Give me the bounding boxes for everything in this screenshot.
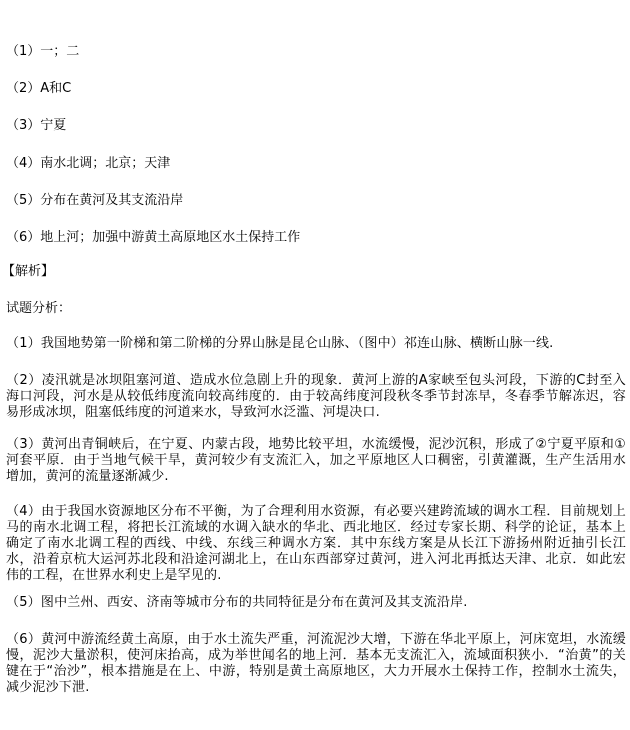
analysis-paragraph-2: （2）凌汛就是冰坝阻塞河道、造成水位急剧上升的现象．黄河上游的A家峡至包头河段，下游的C封至入海口河段，河水是从较低纬度流向较高纬度的．由于较高纬度河段秋冬季节封冻早，冬春季节解冻迟，容易形成冰坝，阻塞低纬度的河道来水，导致河水泛滥、河堤决口. [6, 373, 626, 420]
answer-line-5: （5）分布在黄河及其支流沿岸 [6, 193, 184, 208]
answer-line-1: （1）一；二 [6, 44, 80, 59]
analysis-paragraph-3: （3）黄河出青铜峡后，在宁夏、内蒙古段，地势比较平坦，水流缓慢，泥沙沉积，形成了②宁夏平原和①河套平原．由于当地气候干旱，黄河较少有支流汇入，加之平原地区人口稠密，引黄灌溉，生产生活用水增加，黄河的流量逐渐减少. [6, 437, 626, 484]
analysis-paragraph-5: （5）图中兰州、西安、济南等城市分布的共同特征是分布在黄河及其支流沿岸. [6, 595, 468, 610]
answer-line-3: （3）宁夏 [6, 118, 67, 133]
analysis-paragraph-4: （4）由于我国水资源地区分布不平衡，为了合理利用水资源，有必要兴建跨流域的调水工程．目前规划上马的南水北调工程，将把长江流域的水调入缺水的华北、西北地区．经过专家长期、科学的论证，基本上确定了南水北调工程的西线、中线、东线三种调水方案．其中东线方案是从长江下游扬州附近抽引长江水，沿着京杭大运河苏北段和沿途河湖北上，在山东西部穿过黄河，进入河北再抵达天津、北京．如此宏伟的工程，在世界水利史上是罕见的. [6, 504, 626, 583]
analysis-paragraph-1: （1）我国地势第一阶梯和第二阶梯的分界山脉是昆仑山脉、（图中）祁连山脉、横断山脉一线. [6, 336, 554, 351]
analysis-header: 【解析】 [2, 264, 55, 279]
analysis-paragraph-6: （6）黄河中游流经黄土高原，由于水土流失严重，河流泥沙大增，下游在华北平原上，河床宽坦，水流缓慢，泥沙大量淤积，使河床抬高，成为举世闻名的地上河．基本无支流汇入，流域面积狭小．“治黄”的关键在于“治沙”，根本措施是在上、中游，特别是黄土高原地区，大力开展水土保持工作，控制水土流失，减少泥沙下泄. [6, 632, 626, 695]
answer-line-4: （4）南水北调；北京；天津 [6, 156, 171, 171]
answer-line-2: （2）A和C [6, 81, 72, 96]
answer-line-6: （6）地上河；加强中游黄土高原地区水土保持工作 [6, 230, 301, 245]
analysis-intro: 试题分析： [6, 301, 72, 316]
